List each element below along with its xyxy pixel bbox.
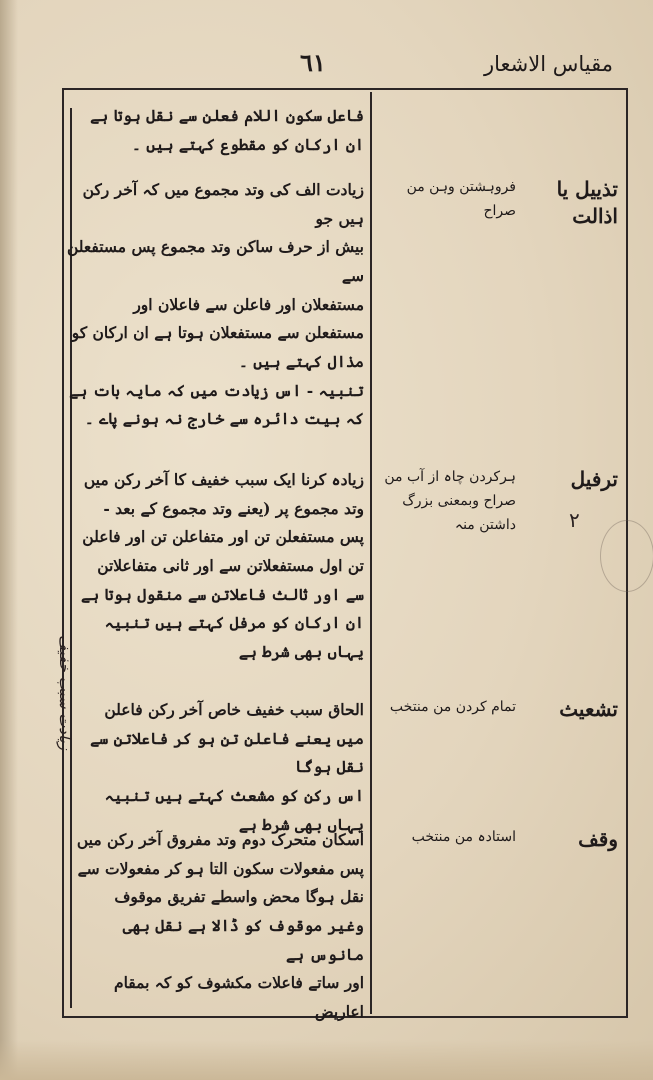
text-line: سے اور ثالث فاعلاتن سے منقول ہوتا ہے	[81, 584, 364, 604]
text-line: نقل ہوگا محض واسطے تفریق موقوف	[114, 887, 364, 907]
text-line: اس رکن کو مشعث کہتے ہیں تنبیہ یہاں بھی شرط ہے	[104, 786, 364, 834]
text-line: پس مستفعلن تن اور متفاعلن تن اور فاعلن	[82, 527, 364, 547]
text-line: وتد مجموع پر (یعنے وتد مجموع کے بعد -	[103, 498, 364, 518]
text-line: بیش از حرف ساکن وتد مجموع پس مستفعلن سے	[67, 237, 364, 286]
entry-description	[66, 102, 364, 159]
page-bottom-shadow	[0, 1040, 653, 1080]
text-line: زیادت الف کی وتد مجموع میں کہ آخر رکن ہیں جو	[82, 180, 364, 228]
entry-meaning: استادہ من منتخب	[411, 829, 516, 845]
text-line: تنبیہ - اس زیادت میں کہ مایہ بات ہے	[69, 380, 364, 400]
page-header	[0, 48, 653, 88]
text-line: تن اول مستفعلاتن سے اور ثانی متفاعلاتن	[97, 556, 364, 576]
entry-term: وقف	[578, 827, 618, 851]
text-line: ان ارکان کو مرفل کہتے ہیں تنبیہ یہاں بھی شرط ہے	[104, 613, 364, 662]
text-line: اسکان متحرک دوم وتد مفروق آخر رکن میں	[76, 830, 364, 849]
page-edge-shadow	[0, 0, 18, 1080]
entry-meaning: تمام کردن من منتخب	[389, 699, 516, 715]
text-line: زیادہ کرنا ایک سبب خفیف کا آخر رکن میں	[83, 470, 364, 489]
entry-term: تشعیث	[559, 697, 618, 721]
text-line: پس مفعولات سکون التا ہو کر مفعولات سے	[77, 858, 364, 878]
text-line: مستفعلان اور فاعلن سے فاعلان اور	[133, 294, 364, 314]
entry-meaning: فروہشتن وہن من صراح	[406, 179, 516, 219]
entry-term: تذییل یا اذالت	[556, 177, 618, 228]
text-line: مذال کہتے ہیں ۔	[238, 352, 364, 372]
entry-description	[66, 826, 364, 1027]
entry-term: ترفیل	[570, 467, 618, 491]
column-divider	[370, 92, 372, 1014]
handwritten-mark: ۲	[569, 508, 580, 532]
page-number: ٦١	[300, 48, 326, 77]
text-line: ان ارکان کو مقطوع کہتے ہیں ۔	[131, 134, 364, 154]
text-line: مستفعلن سے مستفعلان ہوتا ہے ان ارکان کو	[71, 323, 364, 343]
entry-description	[66, 466, 364, 667]
entry-meaning: ہرکردن چاہ از آب من صراح وبمعنی بزرگ داشتن منہ	[384, 469, 516, 533]
text-line: میں یعنے فاعلن تن ہو کر فاعلاتن سے نقل ہوگا	[90, 728, 364, 777]
text-line: فاعل سکون اللام فعلن سے نقل ہوتا ہے	[90, 106, 364, 125]
text-line: اور ساتے فاعلات مکشوف کو کہ بمقام اعاریض	[113, 973, 364, 1022]
running-title: مقیاس الاشعار	[484, 52, 613, 76]
handwritten-margin-note: زیادت سبب خفیف	[56, 634, 74, 750]
paper-stain	[600, 520, 653, 592]
text-line: الحاق سبب خفیف خاص آخر رکن فاعلن	[104, 700, 364, 719]
entry-description	[66, 176, 364, 434]
text-line: وغیر موقوف کو ڈالا ہے نقل بھی مانوس ہے	[122, 916, 364, 964]
text-line: کہ بیت دائرہ سے خارج نہ ہونے پاے ۔	[84, 409, 364, 429]
entry-description	[66, 696, 364, 839]
